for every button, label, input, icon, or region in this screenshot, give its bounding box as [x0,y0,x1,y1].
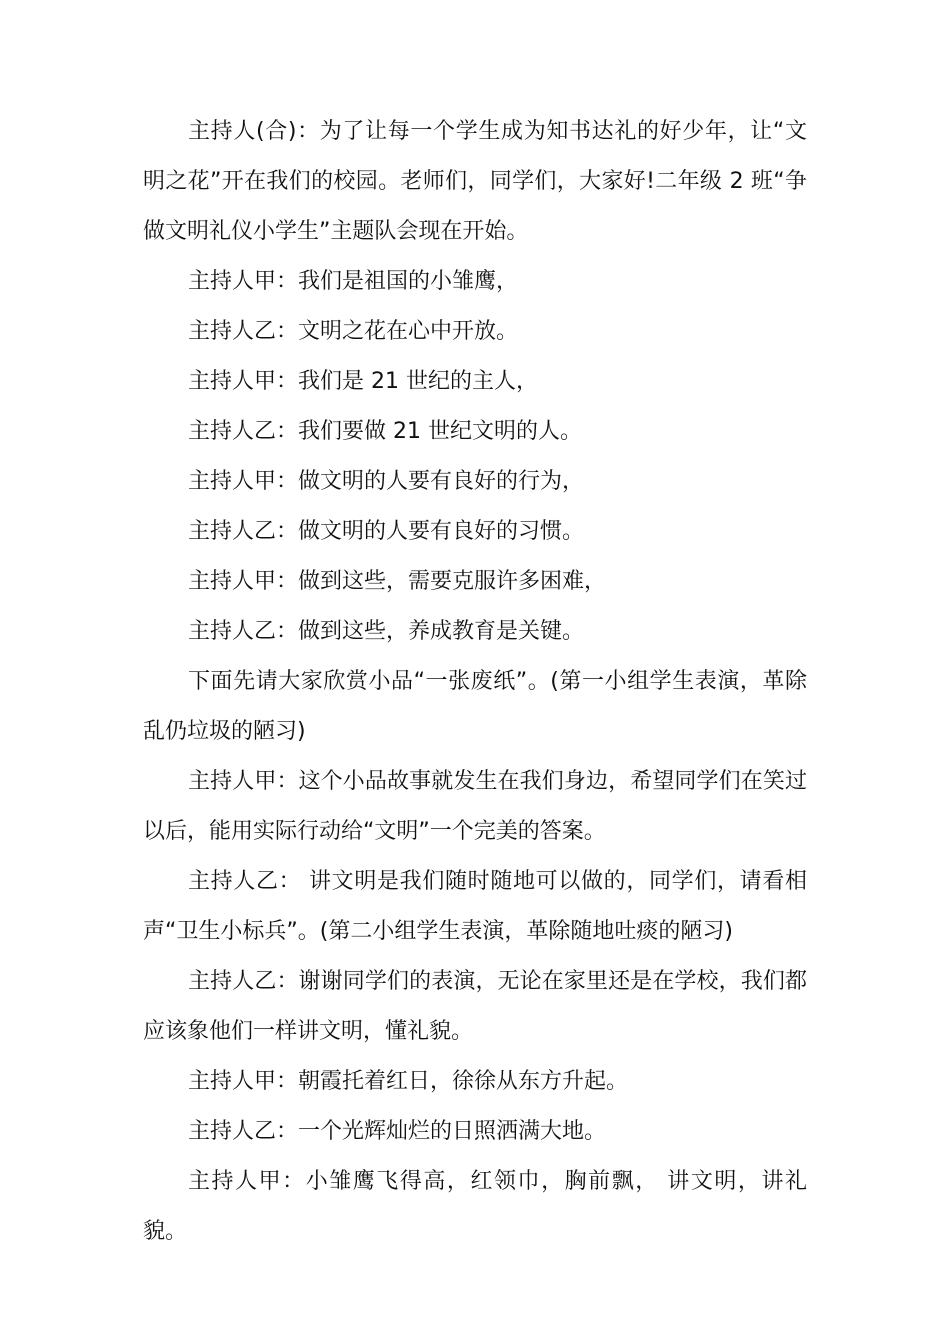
paragraph-line: 主持人甲：我们是祖国的小雏鹰， [188,269,519,294]
document-body [143,107,807,1257]
paragraph-line: 主持人甲：做到这些，需要克服许多困难， [188,569,607,594]
paragraph-line: 主持人甲：朝霞托着红日，徐徐从东方升起。 [188,1069,629,1094]
paragraph-skit-intro: 下面先请大家欣赏小品“一张废纸”。(第一小组学生表演，革除乱仍垃圾的陋习) [143,669,807,744]
paragraph-line: 主持人乙：做到这些，养成教育是关键。 [188,619,585,644]
paragraph-line: 主持人乙： 讲文明是我们随时随地可以做的，同学们，请看相声“卫生小标兵”。(第二小组学生表演，革除随地吐痰的陋习) [143,869,807,944]
paragraph-line: 主持人甲：这个小品故事就发生在我们身边，希望同学们在笑过以后，能用实际行动给“文明”一个完美的答案。 [143,769,807,844]
paragraph-line: 主持人乙：做文明的人要有良好的习惯。 [188,519,585,544]
paragraph-line: 主持人乙：文明之花在心中开放。 [188,319,519,344]
paragraph-line: 主持人甲：我们是 21 世纪的主人， [188,369,538,394]
paragraph-line: 主持人甲：做文明的人要有良好的行为， [188,469,585,494]
paragraph-line: 主持人乙：一个光辉灿烂的日照洒满大地。 [188,1119,607,1144]
paragraph-line: 主持人甲：小雏鹰飞得高，红领巾，胸前飘， 讲文明，讲礼貌。 [143,1169,807,1244]
paragraph-line: 主持人乙：我们要做 21 世纪文明的人。 [188,419,582,444]
paragraph-line: 主持人乙：谢谢同学们的表演，无论在家里还是在学校，我们都应该象他们一样讲文明，懂礼貌。 [143,969,807,1044]
paragraph-opening: 主持人(合)：为了让每一个学生成为知书达礼的好少年，让“文明之花”开在我们的校园。老师们，同学们，大家好!二年级 2 班“争做文明礼仪小学生”主题队会现在开始。 [143,119,807,244]
